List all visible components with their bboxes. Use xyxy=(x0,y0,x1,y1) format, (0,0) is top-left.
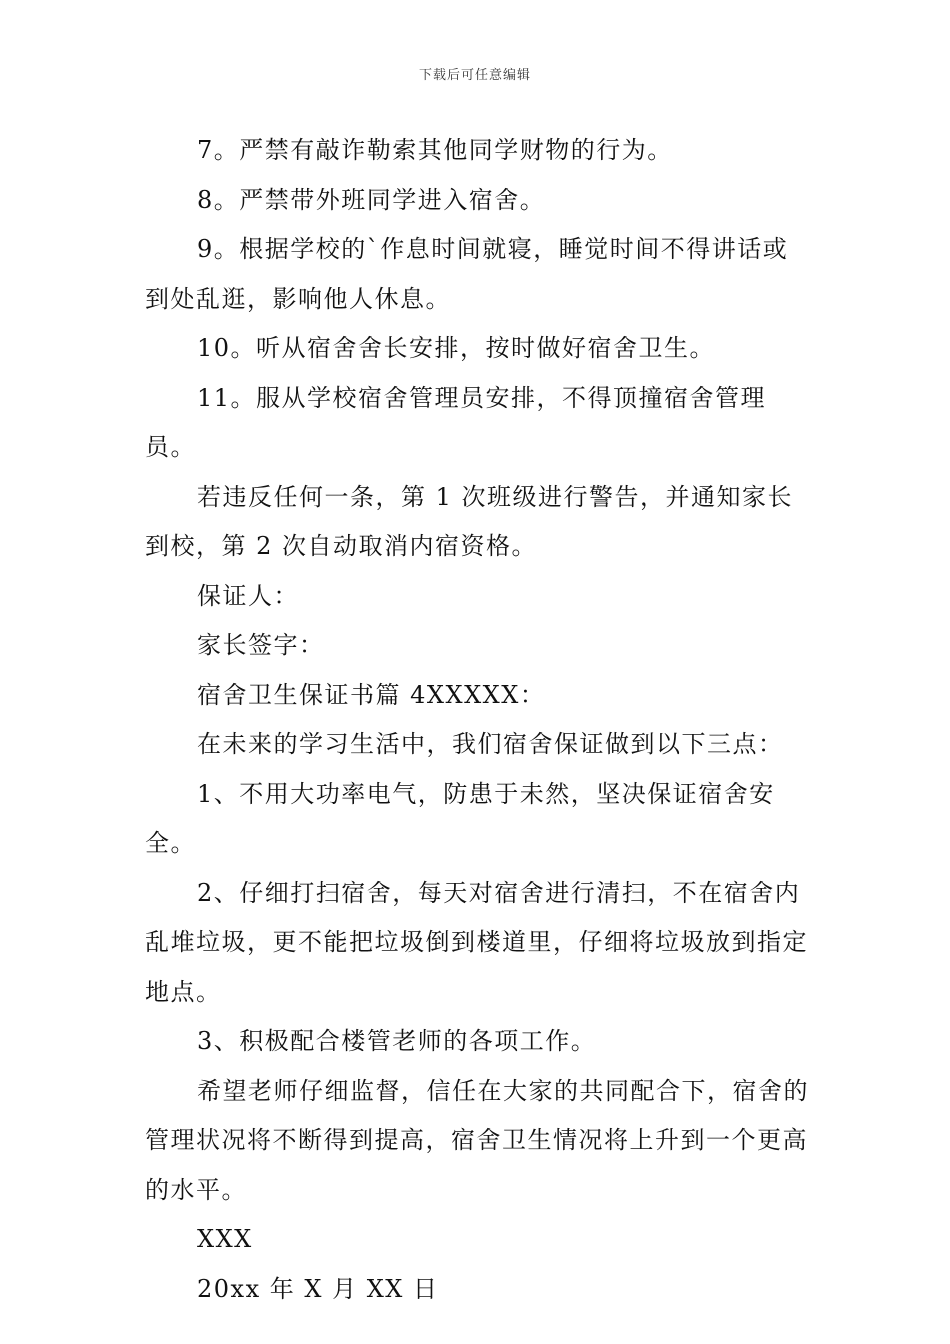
rule-11: 11。服从学校宿舍管理员安排，不得顶撞宿舍管理员。 xyxy=(145,383,767,461)
closing-paragraph: 希望老师仔细监督，信任在大家的共同配合下，宿舍的管理状况将不断得到提高，宿舍卫生情况将上升到一个更高的水平。 xyxy=(145,1076,809,1204)
intro-paragraph: 在未来的学习生活中，我们宿舍保证做到以下三点： xyxy=(197,730,784,758)
parent-signature-line: 家长签字： xyxy=(197,631,325,659)
rule-8: 8。严禁带外班同学进入宿舍。 xyxy=(197,185,546,214)
penalty-clause: 若违反任何一条，第 1 次班级进行警告，并通知家长到校，第 2 次自动取消内宿资格。 xyxy=(145,482,794,560)
signature-name: XXX xyxy=(197,1225,253,1253)
date-line: 20xx 年 X 月 XX 日 xyxy=(197,1274,439,1303)
document-body xyxy=(145,126,810,1314)
point-2: 2、仔细打扫宿舍，每天对宿舍进行清扫，不在宿舍内乱堆垃圾，更不能把垃圾倒到楼道里，仔细将垃圾放到指定地点。 xyxy=(145,878,808,1006)
rule-7: 7。严禁有敲诈勒索其他同学财物的行为。 xyxy=(197,136,673,164)
rule-9: 9。根据学校的`作息时间就寝，睡觉时间不得讲话或到处乱逛，影响他人休息。 xyxy=(145,235,789,313)
guarantor-line: 保证人： xyxy=(197,581,299,610)
page-header-note: 下载后可任意编辑 xyxy=(418,68,531,83)
section-title: 宿舍卫生保证书篇 4XXXXX： xyxy=(197,680,546,709)
rule-10: 10。听从宿舍舍长安排，按时做好宿舍卫生。 xyxy=(197,334,716,362)
point-3: 3、积极配合楼管老师的各项工作。 xyxy=(197,1027,597,1055)
point-1: 1、不用大功率电气，防患于未然，坚决保证宿舍安全。 xyxy=(145,779,775,857)
